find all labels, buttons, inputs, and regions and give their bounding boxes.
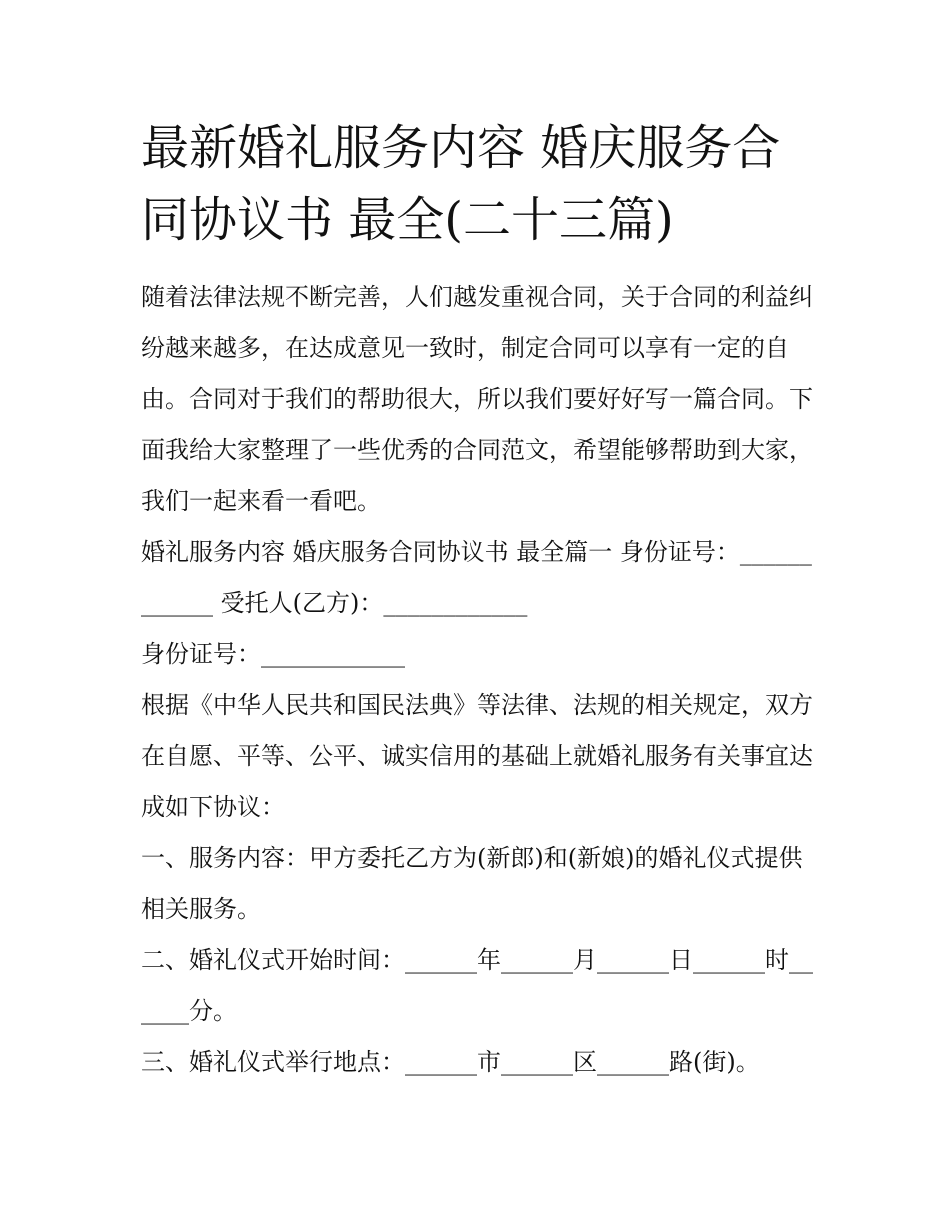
clause-start-time: 二、婚礼仪式开始时间：______年______月______日______时______分。	[141, 946, 813, 1025]
principal-id-line: 婚礼服务内容 婚庆服务合同协议书 最全篇一 身份证号：____________ 受托人(乙方)：____________	[141, 538, 812, 617]
agent-id-line: 身份证号：____________	[141, 640, 405, 668]
intro-paragraph: 随着法律法规不断完善，人们越发重视合同，关于合同的利益纠纷越来越多，在达成意见一致时，制定合同可以享有一定的自由。合同对于我们的帮助很大，所以我们要好好写一篇合同。下面我给大家整理了一些优秀的合同范文，希望能够帮助到大家，我们一起来看一看吧。	[141, 283, 813, 515]
clause-location: 三、婚礼仪式举行地点：______市______区______路(街)。	[141, 1048, 760, 1076]
document-title: 最新婚礼服务内容 婚庆服务合同协议书 最全(二十三篇)	[141, 120, 781, 248]
document-page	[141, 112, 816, 1088]
legal-basis-paragraph: 根据《中华人民共和国民法典》等法律、法规的相关规定，双方在自愿、平等、公平、诚实信用的基础上就婚礼服务有关事宜达成如下协议：	[141, 691, 813, 821]
clause-service-content: 一、服务内容：甲方委托乙方为(新郎)和(新娘)的婚礼仪式提供相关服务。	[141, 844, 803, 923]
